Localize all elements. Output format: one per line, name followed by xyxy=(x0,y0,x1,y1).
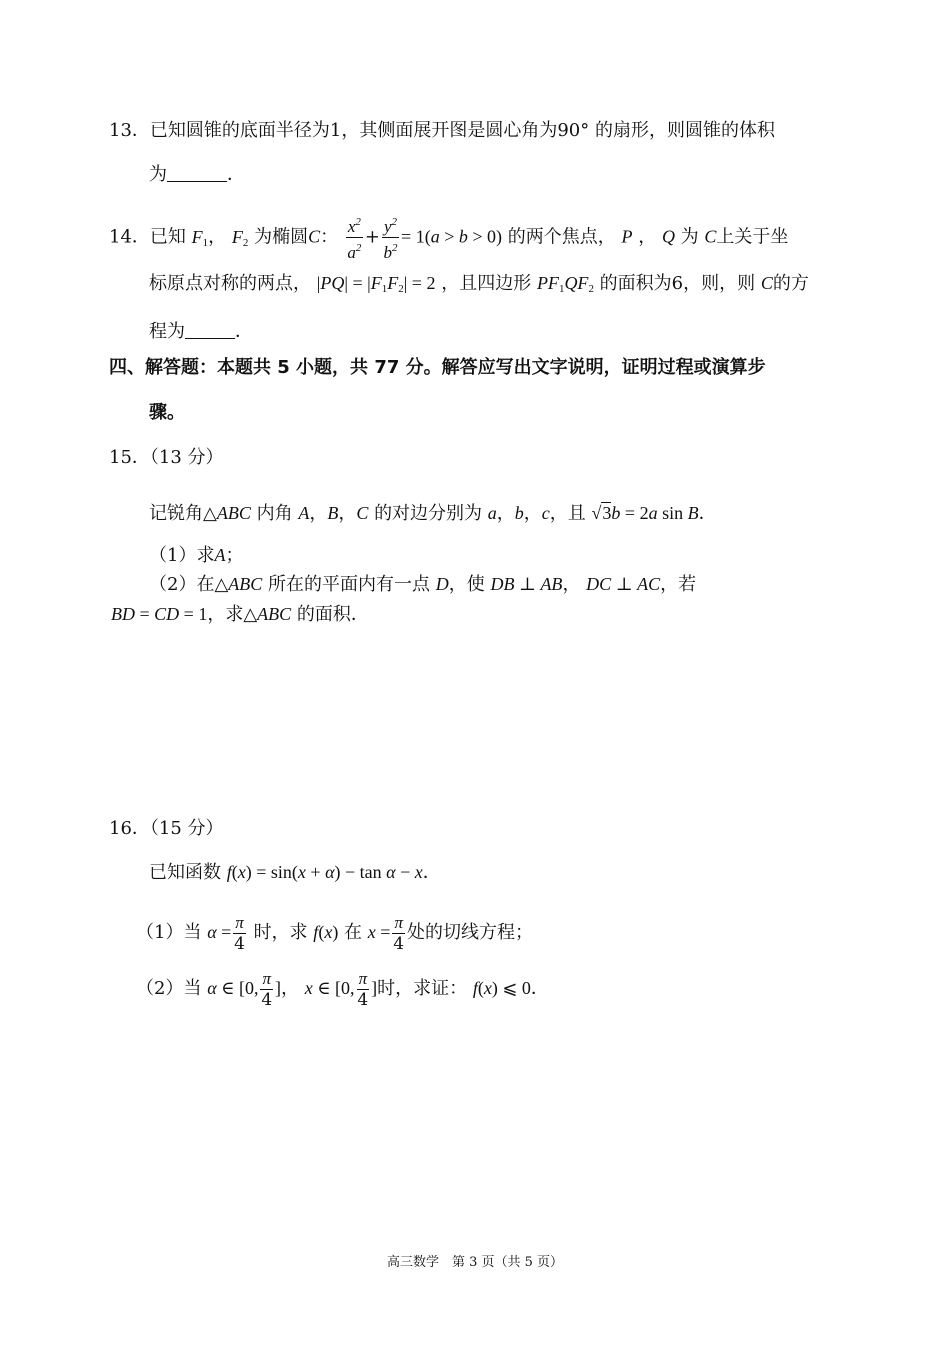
q14-line-3: 程为 ． xyxy=(149,321,253,342)
q16-part-2: （2）当 α ∈ [0, $\frac{\pi}{4}$ ]， x ∈ [0, $\frac{\pi}{4}$ ]时，求证： f(x) ⩽ 0． xyxy=(136,968,549,1010)
section-heading-cont: 骤。 xyxy=(149,402,185,423)
q15-part-2: （2）在△ABC 所在的平面内有一点 D，使 DB ⊥ AB， DC ⊥ AC，若 xyxy=(149,574,697,595)
q15-part-2-cont: BD = CD = 1，求△ABC 的面积． xyxy=(111,604,369,625)
q13-number: 13． xyxy=(109,120,150,141)
q13-text: 已知圆锥的底面半径为1，其侧面展开图是圆心角为90° 的扇形，则圆锥的体积 xyxy=(149,120,775,141)
q15-part-1: （1）求A； xyxy=(149,545,244,566)
q16-part-1: （1）当 α = $\frac{\pi}{4}$ 时，求 f(x) 在 x = $\frac{\pi}{4}$ 处的切线方程； xyxy=(136,912,533,954)
q13-line-1 xyxy=(109,119,775,143)
q13-line-2: 为 ． xyxy=(149,164,245,185)
page-footer: 高三数学 第 3 页（共 5 页） xyxy=(386,1255,564,1270)
answer-blank xyxy=(167,163,227,182)
section-heading: 四、解答题：本题共 5 小题，共 77 分。解答应写出文字说明，证明过程或演算步 xyxy=(109,357,766,378)
answer-blank xyxy=(185,320,235,339)
q16-stem: 已知函数 f(x) = sin(x + α) − tan α − x． xyxy=(149,862,441,883)
q14-line-2: 标原点对称的两点， $|PQ| = |F_1F_2| = 2$ ，且四边形 $PF_1QF_2$ 的面积为6，则，则 C的方 xyxy=(149,273,809,295)
q15-stem: 记锐角△ABC 内角 A，B，C 的对边分别为 a，b，c，且 √3b = 2a sin B． xyxy=(149,503,717,524)
q16-number: 16．（15 分） xyxy=(109,818,224,839)
q14-line-1: 14．已知 $F_1$， $F_2$ 为椭圆C： $\frac{x^2}{a^2}$ + $\frac{y^2}{b^2}$ = 1(a > b > 0) 的两个焦点， P ， Q 为 C上关于坐 xyxy=(109,212,788,263)
q15-number: 15．（13 分） xyxy=(109,447,224,468)
